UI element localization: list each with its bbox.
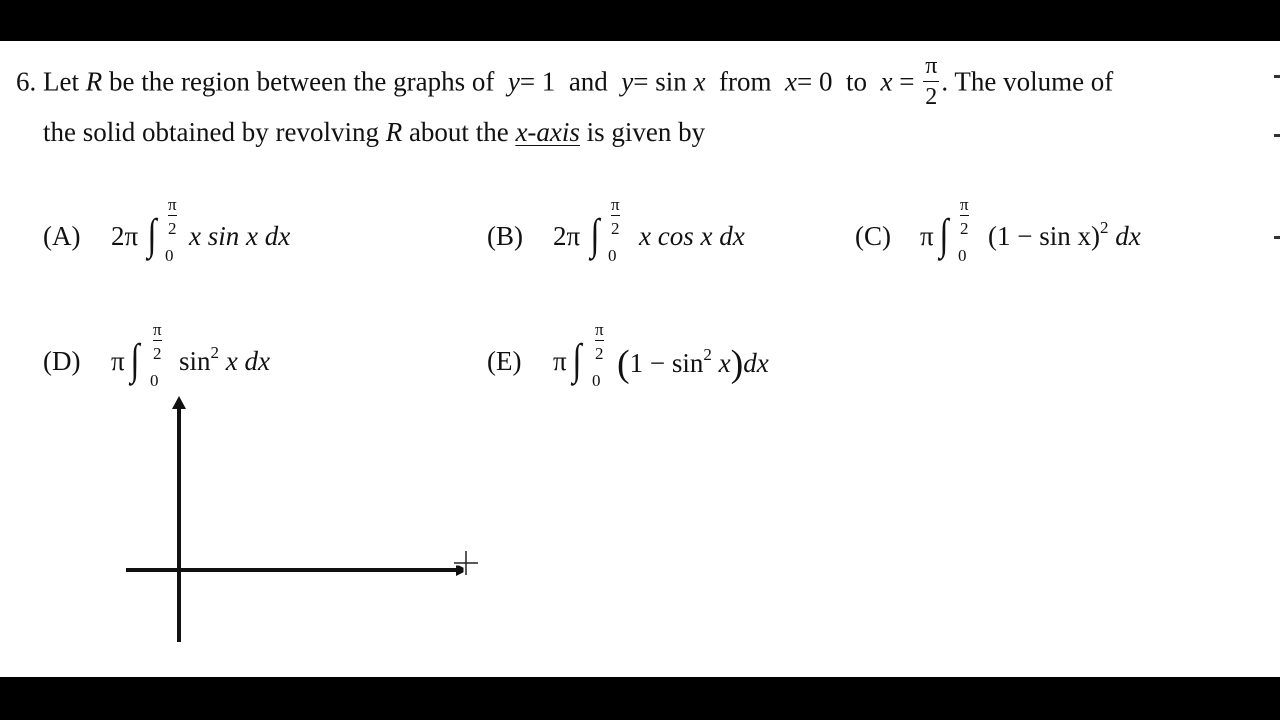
equation-part: = sin bbox=[633, 66, 687, 97]
integral-sign: ∫ bbox=[130, 335, 140, 384]
edge-mark bbox=[1274, 236, 1280, 239]
var-x: x bbox=[880, 66, 893, 97]
choice-label: (C) bbox=[855, 221, 891, 251]
upper-limit-denominator: 2 bbox=[153, 344, 162, 363]
axis-term: x-axis bbox=[515, 117, 580, 147]
edge-mark bbox=[1274, 75, 1280, 78]
choice-coefficient: π bbox=[920, 221, 934, 251]
upper-limit-numerator: π bbox=[153, 320, 162, 339]
y-axis-arrowhead bbox=[172, 396, 186, 409]
integral-sign: ∫ bbox=[147, 210, 157, 259]
question-number: 6. bbox=[16, 66, 37, 97]
choice-label: (A) bbox=[43, 221, 81, 251]
upper-limit-denominator: 2 bbox=[168, 219, 177, 238]
lower-limit: 0 bbox=[150, 371, 159, 390]
var-y: y bbox=[507, 66, 520, 97]
differential: dx bbox=[743, 348, 769, 378]
axes-sketch bbox=[0, 41, 1280, 677]
choice-coefficient: π bbox=[553, 346, 567, 376]
integral-sign: ∫ bbox=[572, 335, 582, 384]
var-x: x bbox=[693, 66, 706, 97]
lower-limit: 0 bbox=[592, 371, 601, 390]
integral-sign: ∫ bbox=[939, 210, 949, 259]
choice-coefficient: 2π bbox=[111, 221, 139, 251]
question-text: be the region between the graphs of bbox=[108, 66, 495, 97]
var-x: x bbox=[785, 66, 797, 97]
upper-limit-denominator: 2 bbox=[960, 219, 969, 238]
choice-coefficient: π bbox=[111, 346, 125, 376]
left-paren: ( bbox=[617, 343, 630, 385]
integrand-var: x bbox=[718, 348, 731, 378]
question-text: Let bbox=[43, 66, 79, 97]
lower-limit: 0 bbox=[165, 246, 174, 265]
upper-limit-denominator: 2 bbox=[595, 344, 604, 363]
fraction-denominator: 2 bbox=[925, 84, 938, 110]
equation-part: = 1 bbox=[519, 66, 556, 97]
integrand-base: (1 − sin x) bbox=[988, 221, 1100, 251]
integrand: x cos x dx bbox=[639, 221, 745, 251]
question-text: to bbox=[845, 66, 867, 97]
y-axis bbox=[172, 396, 186, 642]
right-paren: ) bbox=[730, 343, 744, 385]
equation-part: = bbox=[899, 66, 915, 97]
upper-limit-numerator: π bbox=[168, 195, 177, 214]
question-text: the solid obtained by revolving bbox=[43, 117, 379, 147]
region-symbol: R bbox=[385, 117, 403, 147]
question-text: is given by bbox=[586, 117, 706, 147]
question-text: . The volume of bbox=[941, 66, 1114, 97]
fraction-numerator: π bbox=[923, 54, 939, 82]
choice-label: (E) bbox=[487, 346, 522, 376]
differential: x dx bbox=[225, 346, 270, 376]
upper-limit-numerator: π bbox=[960, 195, 969, 214]
choice-label: (B) bbox=[487, 221, 523, 251]
exponent: 2 bbox=[703, 345, 712, 364]
lower-limit: 0 bbox=[608, 246, 617, 265]
equation-part: = 0 bbox=[796, 66, 833, 97]
integrand-base: sin bbox=[179, 346, 211, 376]
choice-label: (D) bbox=[43, 346, 81, 376]
integral-sign: ∫ bbox=[590, 210, 600, 259]
worksheet-page bbox=[0, 41, 1280, 677]
upper-limit-numerator: π bbox=[611, 195, 620, 214]
differential: dx bbox=[1115, 221, 1141, 251]
question-text: about the bbox=[408, 117, 509, 147]
region-symbol: R bbox=[85, 66, 103, 97]
upper-limit-numerator: π bbox=[595, 320, 604, 339]
question-text: from bbox=[719, 66, 772, 97]
var-y: y bbox=[621, 66, 634, 97]
edge-mark bbox=[1274, 134, 1280, 137]
lower-limit: 0 bbox=[958, 246, 967, 265]
integrand-base: 1 − sin bbox=[629, 348, 704, 378]
upper-limit-denominator: 2 bbox=[611, 219, 620, 238]
question-text: and bbox=[568, 66, 608, 97]
choice-coefficient: 2π bbox=[553, 221, 581, 251]
exponent: 2 bbox=[1099, 218, 1109, 237]
integrand: x sin x dx bbox=[189, 221, 291, 251]
exponent: 2 bbox=[210, 343, 220, 362]
